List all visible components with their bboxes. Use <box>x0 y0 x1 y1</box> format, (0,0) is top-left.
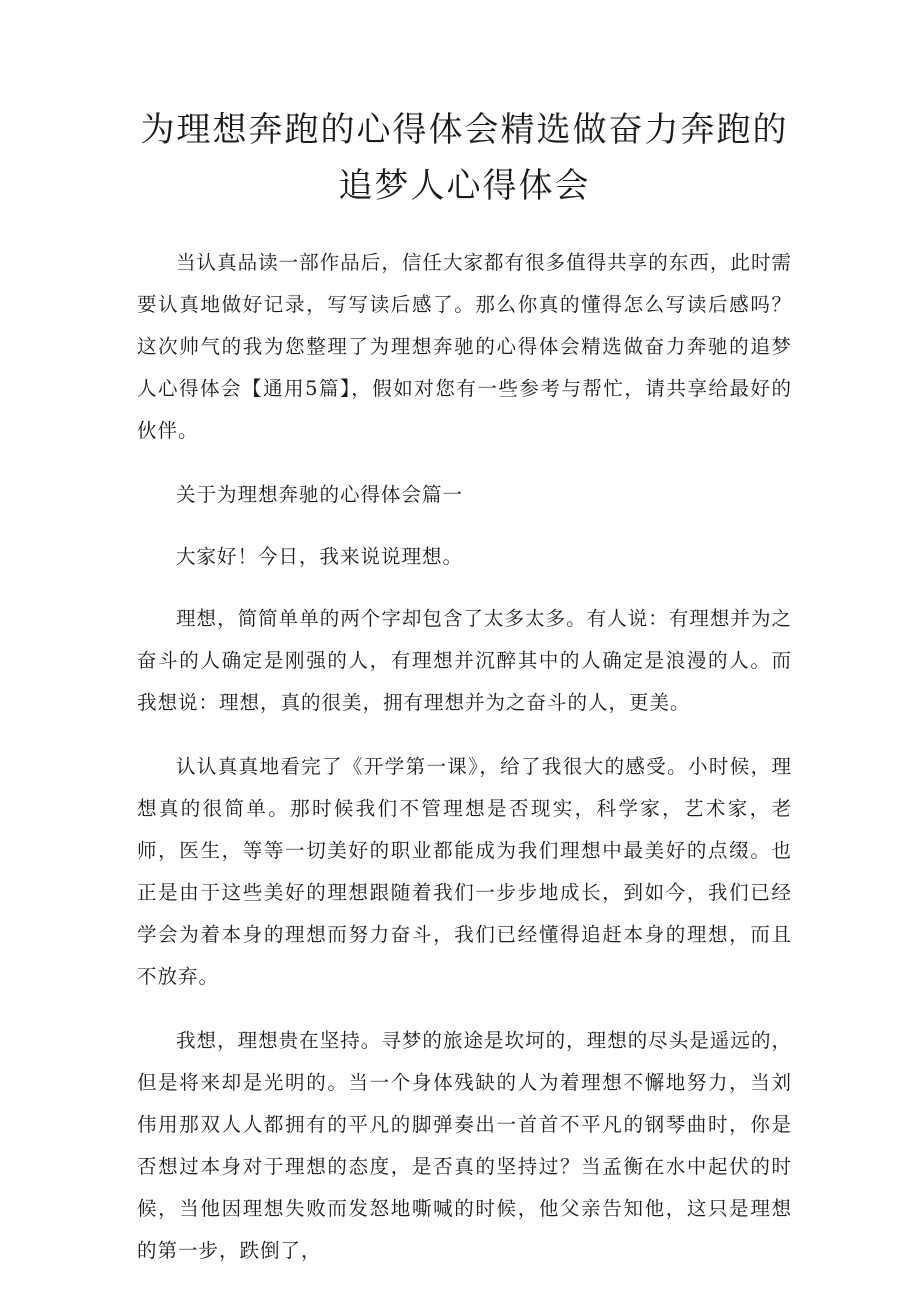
title-line-2: 追梦人心得体会 <box>338 166 591 206</box>
section-heading: 关于为理想奔驰的心得体会篇一 <box>176 483 464 506</box>
body-paragraph: 认认真真地看完了《开学第一课》，给了我很大的感受。小时候，理想真的很简单。那时候我们不管理想是否现实，科学家，艺术家，老师，医生，等等一切美好的职业都能成为我们理想中最美好的点缀。也正是由于这些美好的理想跟随着我们一步步地成长，到如今，我们已经学会为着本身的理想而努力奋斗，我们已经懂得追赶本身的理想，而且不放弃。 <box>137 755 792 988</box>
body-paragraph: 理想，简简单单的两个字却包含了太多太多。有人说：有理想并为之奋斗的人确定是刚强的人，有理想并沉醉其中的人确定是浪漫的人。而我想说：理想，真的很美，拥有理想并为之奋斗的人，更美。 <box>137 607 792 714</box>
document-title <box>137 102 792 214</box>
title-line-1: 为理想奔跑的心得体会精选做奋力奔跑的 <box>140 110 789 150</box>
greeting-paragraph: 大家好！今日，我来说说理想。 <box>176 545 464 568</box>
intro-paragraph: 当认真品读一部作品后，信任大家都有很多值得共享的东西，此时需要认真地做好记录，写写读后感了。那么你真的懂得怎么写读后感吗？这次帅气的我为您整理了为理想奔驰的心得体会精选做奋力奔驰的追梦人心得体会【通用5篇】，假如对您有一些参考与帮忙，请共享给最好的伙伴。 <box>137 251 792 442</box>
body-paragraph: 我想，理想贵在坚持。寻梦的旅途是坎坷的，理想的尽头是遥远的，但是将来却是光明的。当一个身体残缺的人为着理想不懈地努力，当刘伟用那双人人都拥有的平凡的脚弹奏出一首首不平凡的钢琴曲时，你是否想过本身对于理想的态度，是否真的坚持过？当孟衡在水中起伏的时候，当他因理想失败而发怒地嘶喊的时候，他父亲告知他，这只是理想的第一步，跌倒了， <box>137 1029 792 1262</box>
